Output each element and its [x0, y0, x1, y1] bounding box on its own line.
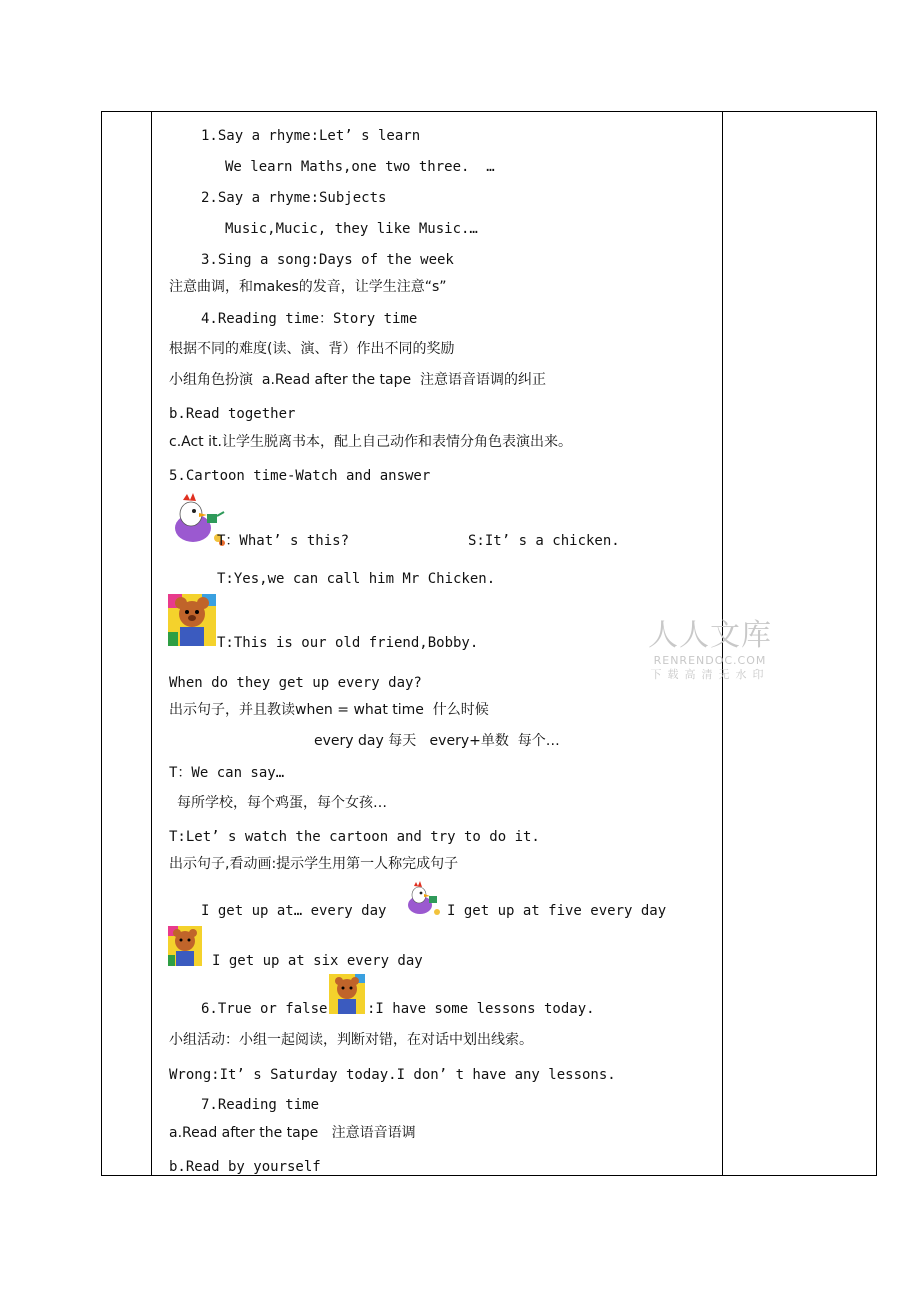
every-day-note: every day 每天 every+单数 每个… — [314, 733, 560, 749]
bobby-tiny-picture — [329, 974, 365, 1014]
step-1-rhyme: 1.Say a rhyme:Let’ s learn — [201, 128, 421, 144]
step-5-cartoon: 5.Cartoon time-Watch and answer — [169, 468, 431, 484]
get-up-pattern: I get up at… every day — [201, 903, 387, 919]
bobby-picture — [168, 594, 216, 646]
watermark-logo: 人人文库 — [648, 618, 772, 653]
true-false-sentence: :I have some lessons today. — [367, 1001, 595, 1017]
watermark-site: RENRENDOC.COM — [653, 654, 767, 667]
read-after-tape: a.Read after the tape 注意语音语调 — [169, 1125, 416, 1141]
first-person-hint: 出示句子,看动画:提示学生用第一人称完成句子 — [169, 856, 459, 872]
mr-chicken: T:Yes,we can call him Mr Chicken. — [217, 571, 496, 587]
step-2-rhyme: 2.Say a rhyme:Subjects — [201, 190, 387, 206]
step-3-song: 3.Sing a song:Days of the week — [201, 252, 454, 268]
act-it: c.Act it.让学生脱离书本，配上自己动作和表情分角色表演出来。 — [169, 434, 572, 450]
group-role-play: 小组角色扮演 a.Read after the tape 注意语音语调的纠正 — [169, 372, 547, 388]
step-7-reading: 7.Reading time — [201, 1097, 320, 1113]
we-can-say: T：We can say… — [169, 765, 285, 781]
group-activity: 小组活动：小组一起阅读，判断对错，在对话中划出线索。 — [169, 1032, 533, 1048]
bobby-get-up: I get up at six every day — [212, 953, 423, 969]
reward-note: 根据不同的难度(读、演、背）作出不同的奖励 — [169, 341, 455, 357]
bobby-small-picture — [168, 926, 202, 966]
teacher-question: T：What’ s this? — [217, 533, 350, 549]
song-note: 注意曲调，和makes的发音，让学生注意“s” — [169, 279, 447, 295]
read-together: b.Read together — [169, 406, 296, 422]
step-4-reading: 4.Reading time：Story time — [201, 311, 418, 327]
wrong-answer: Wrong:It’ s Saturday today.I don’ t have any lessons. — [169, 1067, 616, 1083]
step-6-true-false: 6.True or false — [201, 1001, 328, 1017]
bobby-intro: T:This is our old friend,Bobby. — [217, 635, 479, 651]
get-up-question: When do they get up every day? — [169, 675, 422, 691]
watermark-sub: 下载高清无水印 — [650, 668, 770, 681]
rhyme-1-text: We learn Maths,one two three. … — [225, 159, 495, 175]
read-by-yourself: b.Read by yourself — [169, 1159, 321, 1175]
watch-cartoon: T:Let’ s watch the cartoon and try to do it. — [169, 829, 540, 845]
show-sentence-when: 出示句子，并且教读when = what time 什么时候 — [169, 702, 489, 718]
chicken-get-up: I get up at five every day — [447, 903, 667, 919]
rhyme-2-text: Music,Mucic, they like Music.… — [225, 221, 478, 237]
chicken-small-picture — [404, 878, 442, 918]
student-answer: S:It’ s a chicken. — [468, 533, 620, 549]
every-examples: 每所学校，每个鸡蛋，每个女孩… — [177, 795, 387, 811]
watermark — [648, 618, 772, 682]
column-divider-left — [151, 111, 152, 1175]
